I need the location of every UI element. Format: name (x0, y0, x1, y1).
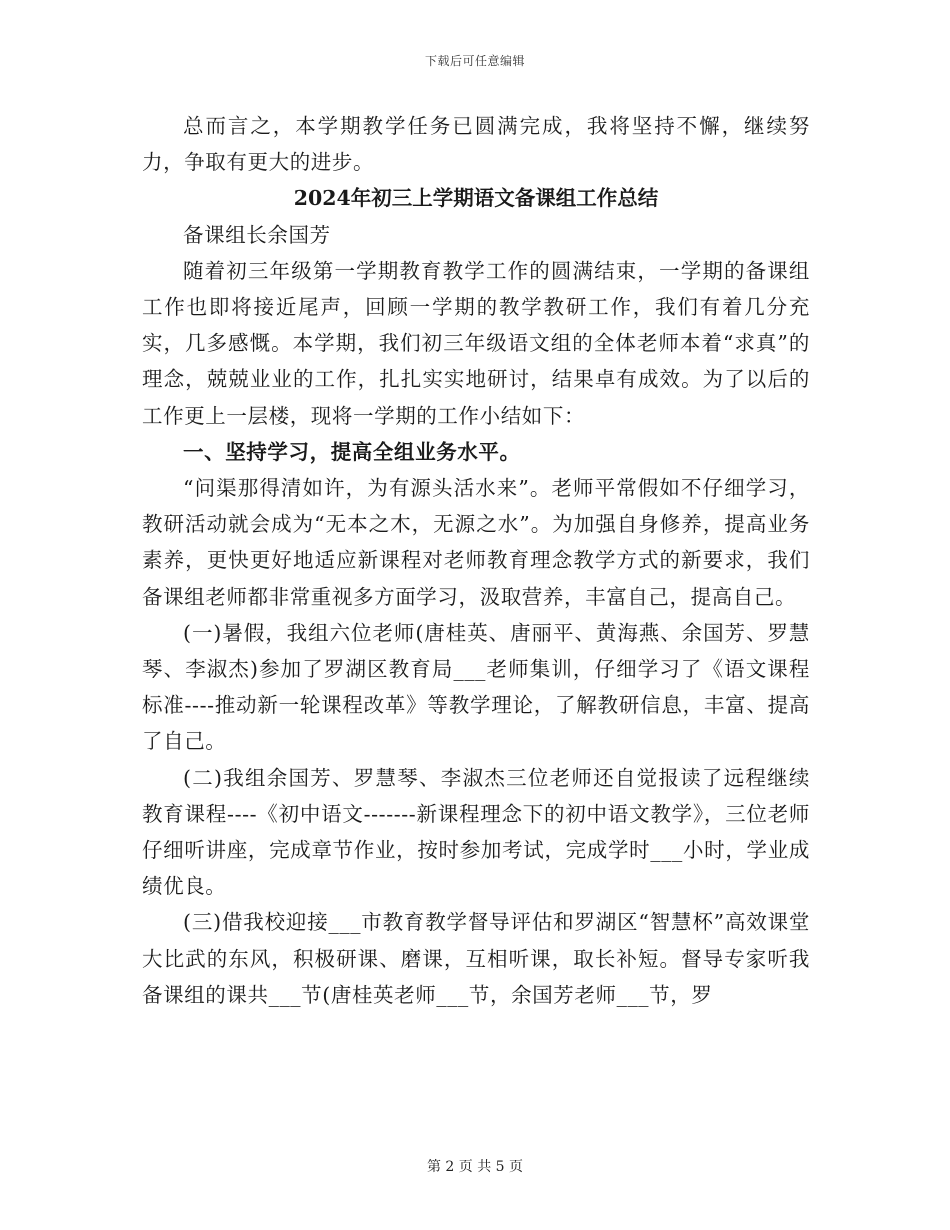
item-3-paragraph: (三)借我校迎接___市教育教学督导评估和罗湖区“智慧杯”高效课堂大比武的东风，积极研课、磨课，互相听课，取长补短。督导专家听我备课组的课共___节(唐桂英老师___节，余国芳老师___节，罗 (142, 910, 810, 1007)
section-1-paragraph: “问渠那得清如许，为有源头活水来”。老师平常假如不仔细学习，教研活动就会成为“无本之木，无源之水”。为加强自身修养，提高业务素养，更快更好地适应新课程对老师教育理念教学方式的新要求，我们备课组老师都非常重视多方面学习，汲取营养，丰富自己，提高自己。 (142, 476, 810, 609)
page-header: 下载后可任意编辑 (424, 54, 525, 68)
document-body (142, 108, 810, 1013)
document-title: 2024年初三上学期语文备课组工作总结 (293, 186, 659, 211)
page-footer: 第 2 页 共 5 页 (426, 1159, 524, 1175)
item-1-paragraph: (一)暑假，我组六位老师(唐桂英、唐丽平、黄海燕、余国芳、罗慧琴、李淑杰)参加了罗湖区教育局___老师集训，仔细学习了《语文课程标准----推动新一轮课程改革》等教学理论，了解教研信息，丰富、提高了自己。 (142, 620, 810, 754)
item-2-paragraph: (二)我组余国芳、罗慧琴、李淑杰三位老师还自觉报读了远程继续教育课程----《初中语文-------新课程理念下的初中语文教学》，三位老师仔细听讲座，完成章节作业，按时参加考试，完成学时___小时，学业成绩优良。 (142, 765, 810, 899)
author-line: 备课组长余国芳 (183, 222, 331, 247)
section-heading-1: 一、坚持学习，提高全组业务水平。 (183, 439, 521, 464)
intro-paragraph: 随着初三年级第一学期教育教学工作的圆满结束，一学期的备课组工作也即将接近尾声，回顾一学期的教学教研工作，我们有着几分充实，几多感慨。本学期，我们初三年级语文组的全体老师本着“求真”的理念，兢兢业业的工作，扎扎实实地研讨，结果卓有成效。为了以后的工作更上一层楼，现将一学期的工作小结如下： (142, 258, 810, 428)
conclusion-paragraph: 总而言之，本学期教学任务已圆满完成，我将坚持不懈，继续努力，争取有更大的进步。 (142, 114, 810, 175)
